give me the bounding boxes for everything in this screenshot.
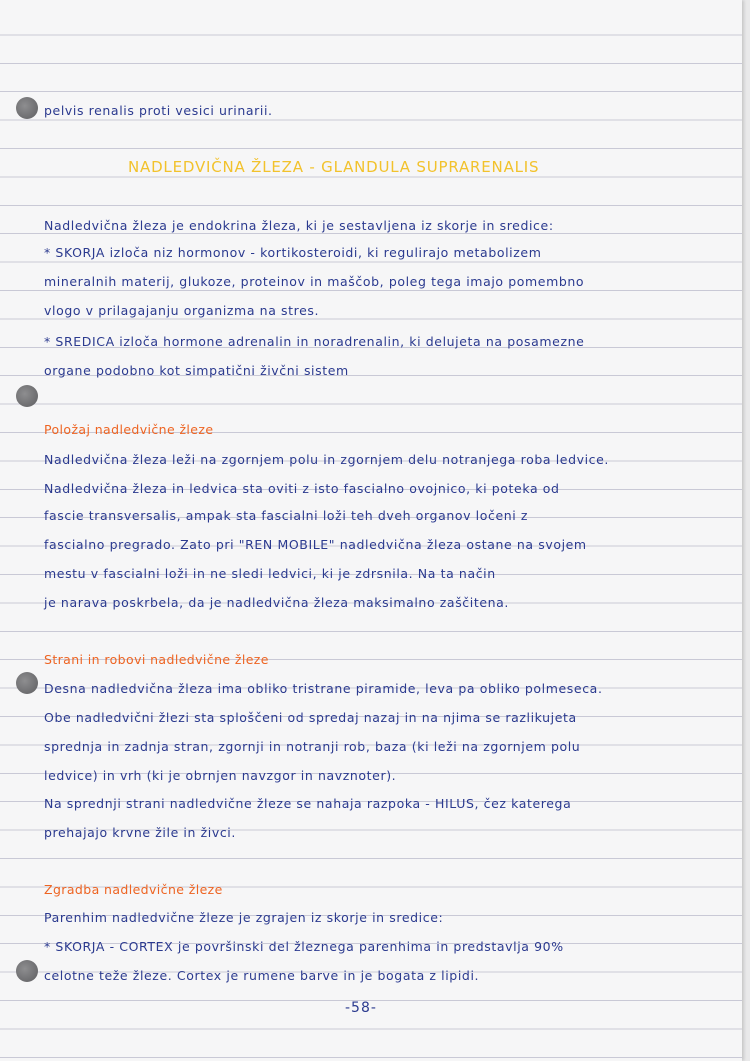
text-line: fascialno pregrado. Zato pri "REN MOBILE" nadledvična žleza ostane na svojem — [44, 537, 587, 552]
text-line: * SREDICA izloča hormone adrenalin in noradrenalin, ki delujeta na posamezne — [44, 334, 585, 349]
text-line: je narava poskrbela, da je nadledvična žleza maksimalno zaščitena. — [44, 595, 510, 610]
text-line: Nadledvična žleza leži na zgornjem polu in zgornjem delu notranjega roba ledvice. — [44, 452, 610, 467]
punch-hole — [16, 385, 38, 407]
text-line: Na sprednji strani nadledvične žleze se nahaja razpoka - HILUS, čez katerega — [44, 796, 572, 811]
text-line: Nadledvična žleza in ledvica sta oviti z isto fascialno ovojnico, ki poteka od — [44, 481, 560, 496]
text-line: ledvice) in vrh (ki je obrnjen navzgor in navznoter). — [44, 768, 397, 783]
section-heading: Položaj nadledvične žleze — [44, 422, 214, 437]
punch-hole — [16, 672, 38, 694]
punch-hole — [16, 97, 38, 119]
text-line: Obe nadledvični žlezi sta sploščeni od spredaj nazaj in na njima se razlikujeta — [44, 710, 577, 725]
text-line: Parenhim nadledvične žleze je zgrajen iz skorje in sredice: — [44, 910, 444, 925]
text-line: mineralnih materij, glukoze, proteinov in maščob, poleg tega imajo pomembno — [44, 274, 585, 289]
text-line: pelvis renalis proti vesici urinarii. — [44, 103, 273, 118]
section-heading: Zgradba nadledvične žleze — [44, 882, 223, 897]
page-number: -58- — [345, 1000, 377, 1016]
text-line: vlogo v prilagajanju organizma na stres. — [44, 303, 320, 318]
text-line: celotne teže žleze. Cortex je rumene barve in je bogata z lipidi. — [44, 968, 480, 983]
text-line: * SKORJA - CORTEX je površinski del žleznega parenhima in predstavlja 90% — [44, 939, 564, 954]
text-line: Nadledvična žleza je endokrina žleza, ki je sestavljena iz skorje in sredice: — [44, 218, 554, 233]
punch-hole — [16, 960, 38, 982]
section-heading: Strani in robovi nadledvične žleze — [44, 652, 269, 667]
text-line: prehajajo krvne žile in živci. — [44, 825, 236, 840]
text-line: Desna nadledvična žleza ima obliko tristrane piramide, leva pa obliko polmeseca. — [44, 681, 603, 696]
page-title: NADLEDVIČNA ŽLEZA - GLANDULA SUPRARENALIS — [128, 158, 540, 176]
text-line: mestu v fascialni loži in ne sledi ledvici, ki je zdrsnila. Na ta način — [44, 566, 496, 581]
text-line: sprednja in zadnja stran, zgornji in notranji rob, baza (ki leži na zgornjem polu — [44, 739, 581, 754]
text-line: fascie transversalis, ampak sta fascialni loži teh dveh organov ločeni z — [44, 508, 529, 523]
text-line: organe podobno kot simpatični živčni sistem — [44, 363, 349, 378]
text-line: * SKORJA izloča niz hormonov - kortikosteroidi, ki regulirajo metabolizem — [44, 245, 542, 260]
